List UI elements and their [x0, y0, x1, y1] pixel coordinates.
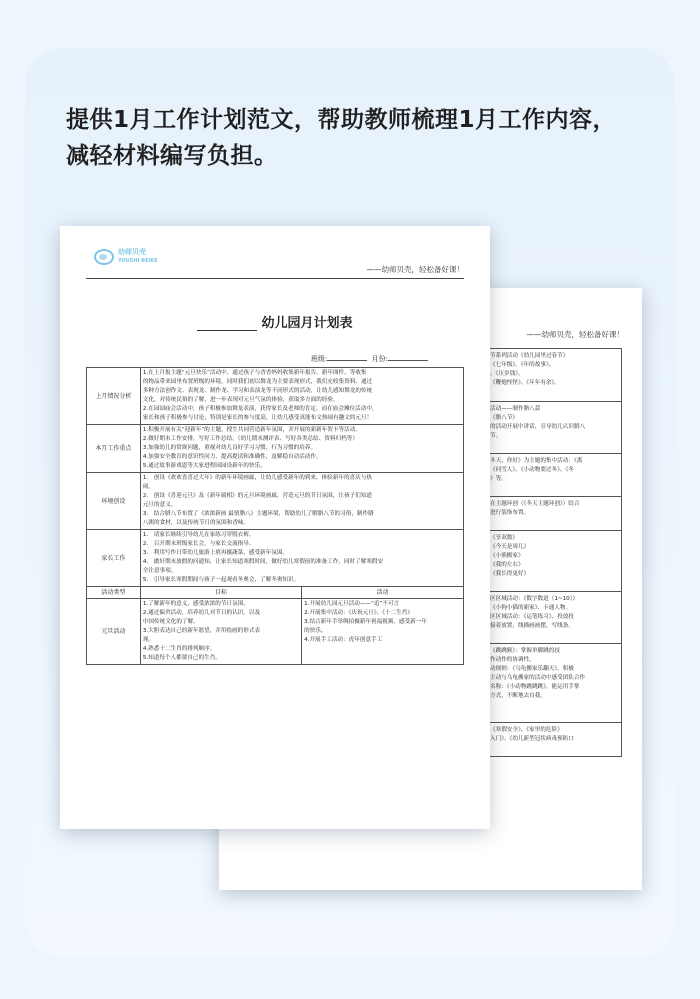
back-plan-row [487, 453, 621, 487]
plan-row [87, 473, 464, 530]
back-row-content [490, 405, 619, 441]
content-line: 动规则：《乌龟搬家乐翻天》，积极 [490, 666, 574, 672]
class-field [327, 360, 367, 361]
content-line: 节系列活动《幼儿园里过春节》 [490, 353, 569, 359]
content-line: 3. 利用写作日带幼儿旅游上填再摄蔬菜，感受新年氛围。 [142, 550, 289, 556]
content-line: 1. 请家长继续引导幼儿在家练习穿脱衣裤。 [142, 532, 255, 538]
content-line: 3.结合新年手举绸拍摄新年祝福视频，感受新一年 [304, 619, 427, 625]
content-line: 2.开展集中活动：《庆祝元旦》、《十二生肖》 [304, 610, 413, 616]
content-line: 1.开展幼儿园元旦活动——“追”不可言 [304, 601, 400, 607]
slogan: ——幼师贝壳，轻松备好课！ [366, 265, 464, 274]
content-line: 3. 结合腊八节布置了《浓浓新画 最情腊八》主题环境，帮助幼儿了解腊八节的习俗，制作腊 [142, 511, 374, 517]
content-line: 5.通过故事游戏恩等大家进程园园设新年的快乐。 [142, 463, 266, 469]
content-line: 的物品带来园里布置班级的环境，同时我们初以舞龙为主要表现形式，我们充收集资料、通过 [142, 379, 373, 385]
content-line: 闹。 [142, 484, 155, 490]
back-plan-row [487, 530, 621, 582]
class-label: 班级: [310, 355, 328, 363]
content-line: 2.做好期末工作安排，写好工作总结。（幼儿期末测评表、写好各类总结、资料归档等） [142, 436, 358, 442]
activity-header-row [87, 587, 464, 599]
content-line: 接着放置，线描画画摆，写线条。 [490, 623, 574, 629]
content-line: 《我的左右》 [490, 562, 524, 568]
row-label: 本月工作重点 [87, 425, 141, 473]
content-line: 2.在园园庙会活动中，孩子积极参加舞龙表演，获得家长及老师的肯定，而在庙会摊位活动中， [142, 406, 378, 412]
content-line: 2.通过偏舍活动，培养幼儿对节日的认识，以及 [142, 610, 261, 616]
back-row-content [490, 457, 619, 484]
content-line: 节。 [490, 433, 502, 439]
content-line: 进行装饰布置。 [490, 510, 530, 516]
content-line: 《小熊搬家》 [490, 553, 524, 559]
meta-fields [311, 354, 428, 364]
content-line: 《鞭炮怪怪》、《年年有余》。 [490, 380, 560, 386]
content-line: 1.了解新年的意义，感受浓浓的节日氛围。 [142, 601, 249, 607]
row-content [140, 473, 463, 530]
back-row-content [490, 726, 619, 744]
content-line: 4.加强安全教育的意识性同力，提高提请和准确性，及解稳自动活动作。 [142, 454, 322, 460]
content-line: 中国传统文化的了解。 [142, 619, 199, 625]
content-line: 家长和孩子积极参与讨论，特别是家长的参与度高，让幼儿感受真能布文热闹有趣文的元旦！ [142, 415, 373, 421]
monthly-plan-table [86, 367, 464, 665]
month-field [388, 360, 428, 361]
goal-list [140, 599, 301, 665]
content-line: 多种方法创作文、表现龙、制作龙、学习和表演龙等不同形式的活动，让幼儿感知舞龙的传统 [142, 388, 373, 394]
back-row-content [490, 647, 619, 701]
content-line: 的快乐。 [304, 628, 327, 634]
content-line: 1.积极开展有关“迎新年”的主题，授生共同营造新年氛围，并开展的新新年贺卡等活动。 [142, 427, 361, 433]
content-line: 全注意事项。 [142, 568, 177, 574]
class-blank [197, 330, 257, 331]
slogan: ——幼师贝壳，轻松备好课！ [526, 330, 624, 339]
row-content [140, 530, 463, 587]
content-line: 《小狗小猫的新家》、卡通人物。 [490, 605, 572, 611]
activity-list [302, 599, 464, 665]
row-label: 上月情况分析 [87, 368, 141, 425]
content-line: 1. 创设《欢欢喜喜过大年》的新年环境画廊，让幼儿感受新年的到来，体验新年的喜庆与热 [142, 475, 372, 481]
goal-header: 目标 [140, 587, 301, 599]
content-line: 活动——制作腊八蒜 [490, 406, 541, 412]
activity-header: 活动 [302, 587, 464, 599]
plan-row [87, 530, 464, 587]
plan-table-continued [487, 348, 622, 757]
activity-label: 元旦活动 [87, 599, 141, 665]
plan-title [60, 312, 490, 331]
back-plan-row [487, 643, 621, 713]
content-line: 冬天，你好》为主题的集中活动：《离 [490, 458, 583, 464]
content-line: 文化，对传统民俗的了解，进一步表现对元旦气氛的体验，获取多方面的经验。 [142, 397, 339, 403]
content-line: 《跳跳猴》：掌握单脚跳的技 [490, 648, 560, 654]
content-line: 入门》、《幼儿新型冠状病毒预防口 [490, 736, 574, 742]
content-line: 2. 召开期末班级家长会，与家长交流指导。 [142, 541, 255, 547]
document-page-front [60, 226, 490, 829]
content-line: 2. 创设《喜迎元旦》及《新年属相》的元旦环境画廊，营造元旦的节日氛围，让孩子们知道 [142, 493, 372, 499]
content-line: 《七年级》、《年的故事》、 [490, 362, 555, 368]
content-line: 区区域活动：《数字数道（1~10）》 [490, 596, 579, 602]
content-line: 方式，不断地去自我。 [490, 693, 546, 699]
content-line: 》等。 [490, 476, 507, 482]
content-line: 的活动开展中讲话，引导幼儿认识腊八 [490, 424, 586, 430]
content-line: 《问雪人》、《小动物要过冬》、《冬 [490, 467, 574, 473]
back-plan-row [487, 722, 621, 747]
content-line: 4.开展手工活动：虎年创意手工 [304, 637, 383, 643]
activity-type-header: 活动类型 [87, 587, 141, 599]
content-line: 4. 做好期末放假的问通知，让家长知道寒假时间，做好幼儿寒假前的准备工作，同时了解寒假安 [142, 559, 384, 565]
content-line: 主动与乌龟搬家的活动中感受团队合作 [490, 675, 586, 681]
content-line: 现。 [142, 637, 155, 643]
plan-row [87, 368, 464, 425]
content-line: 、《压岁钱》、 [490, 371, 524, 377]
brand-logo [94, 248, 158, 266]
row-content [140, 425, 463, 473]
content-line: 3.加强幼儿的常规问题，重视对幼儿良好学习习惯、行为习惯的培养。 [142, 445, 316, 451]
back-plan-row [487, 401, 621, 444]
content-line: 名称：《小动物跳跳跳》，能运用手掌 [490, 684, 580, 690]
shell-logo-icon [94, 249, 114, 265]
content-line: 在主题环创（《冬天主题环创》）结合 [490, 501, 580, 507]
row-label: 家长工作 [87, 530, 141, 587]
month-label: 月份: [371, 355, 388, 363]
content-line: 《享双数》 [490, 535, 518, 541]
content-line: 3.大胆表达自己的新年愿望，并用绘画的形式表 [142, 628, 261, 634]
back-plan-row [487, 496, 621, 521]
content-line: 作动作的协调性。 [490, 657, 535, 663]
content-line: 八粥的食材，以及传统节日的氛围和香味。 [142, 520, 250, 526]
activity-row [87, 599, 464, 665]
back-row-content [490, 595, 619, 631]
header-divider [86, 278, 464, 279]
row-label: 环境创设 [87, 473, 141, 530]
plan-title-text: 幼儿园月计划表 [261, 316, 353, 331]
logo-text: 幼师贝壳 [118, 248, 146, 256]
back-row-content [490, 352, 619, 388]
content-line: 4.熟悉十二生肖的排列顺序。 [142, 646, 216, 652]
row-content [140, 368, 463, 425]
content-line: 1.在上月报主题“元旦快乐”活动中，通过孩子与香香妈妈收集新年报告、新年图件、等收集 [142, 370, 367, 376]
content-line: 区区域活动：《运笔练习》、投放投 [490, 614, 574, 620]
content-line: 5. 引导家长寒假期间与孩子一起观看冬奥会，了解冬奥知识。 [142, 577, 300, 583]
content-line: 《寒假安全》、《家里的危险》 [490, 727, 563, 733]
back-plan-row [487, 591, 621, 634]
back-row-content [490, 534, 619, 579]
headline: 提供1月工作计划范文，帮助教师梳理1月工作内容，减轻材料编写负担。 [66, 107, 617, 169]
logo-subtext: YOUSHI BEIKE [118, 258, 158, 264]
content-line: 《腊八节》 [490, 415, 518, 421]
back-row-content [490, 500, 619, 518]
plan-row [87, 425, 464, 473]
content-line: 《今天是周几》 [490, 544, 530, 550]
content-line: 《我长得更好》 [490, 571, 530, 577]
content-line: 元旦的意义。 [142, 502, 177, 508]
content-line: 5.知道每个人都要自己的生肖。 [142, 655, 221, 661]
back-plan-row [487, 349, 621, 391]
